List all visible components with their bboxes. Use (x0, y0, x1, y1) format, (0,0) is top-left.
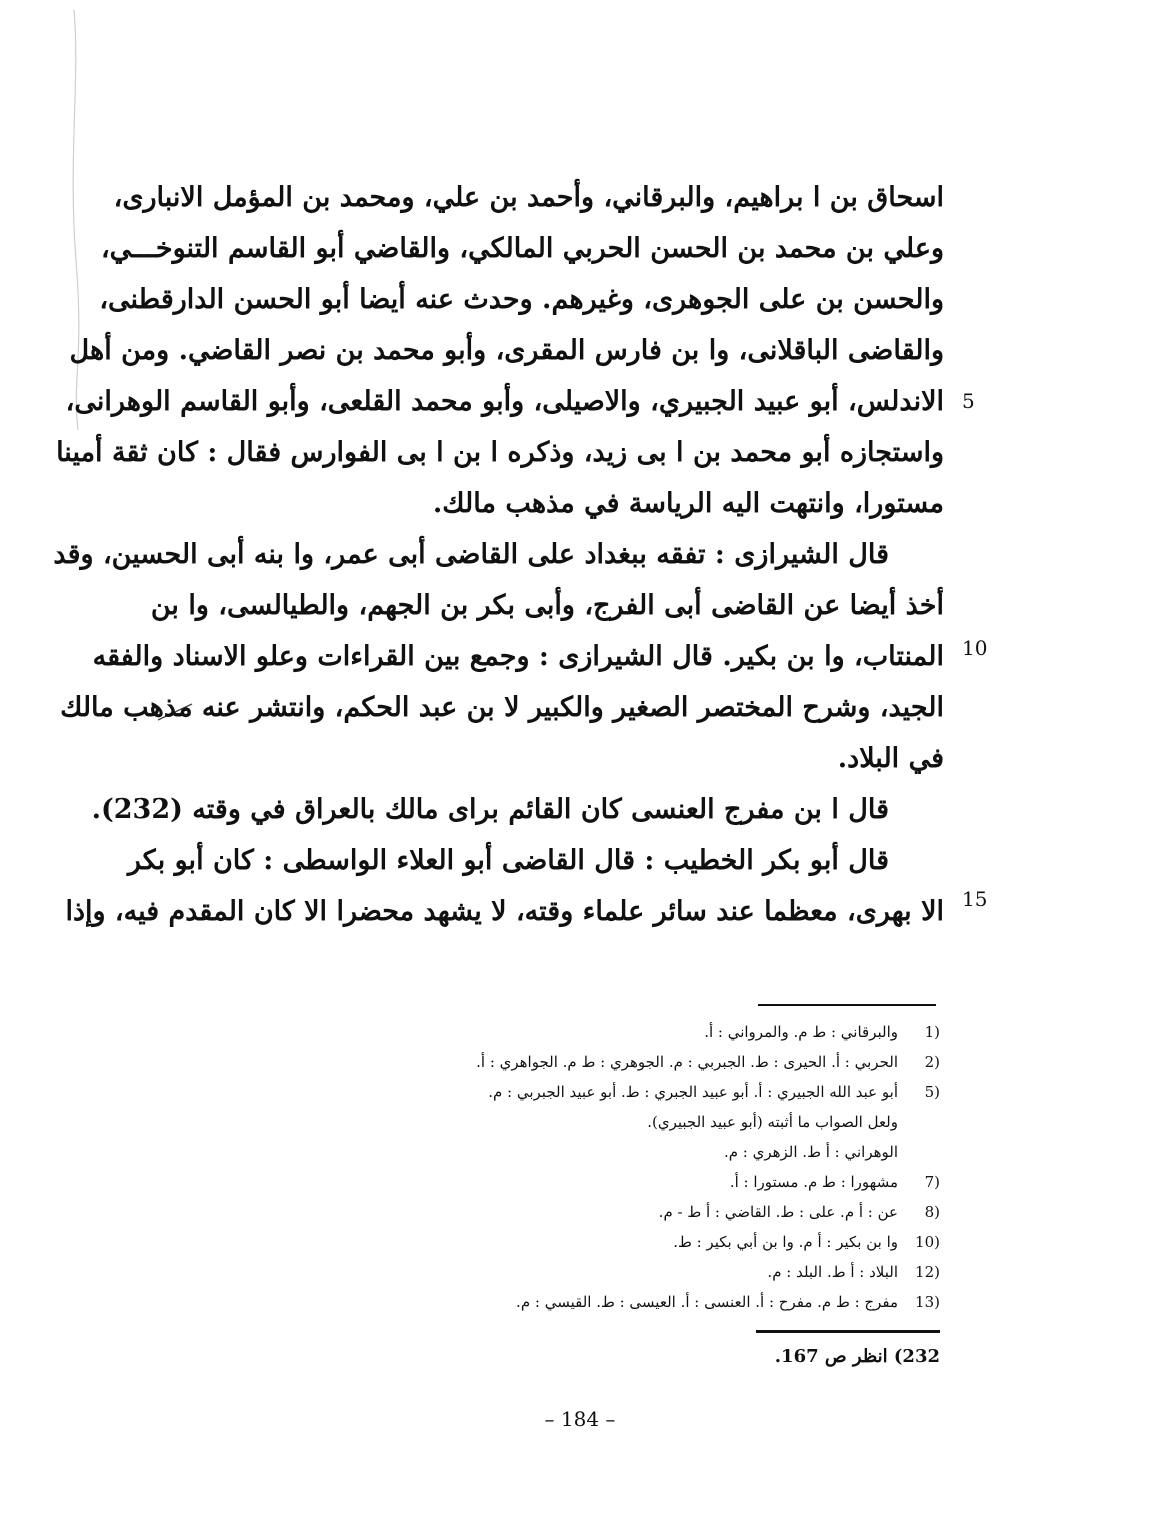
reference-note: 232) انظر ص 167. (774, 1346, 940, 1367)
footnote (440, 1047, 940, 1077)
footnote (440, 1197, 940, 1227)
text-line: اسحاق بن ا براهيم، والبرقاني، وأحمد بن علي، ومحمد بن المؤمل الانبارى، (113, 182, 944, 213)
text-line: الجيد، وشرح المختصر الصغير والكبير لا بن عبد الحكم، وانتشر عنه مذهب مالك (60, 692, 944, 723)
footnote-text: مفرج : ط م. مفرح : أ. العنسى : أ. العيسى : ط. القيسي : م. (516, 1293, 898, 1311)
footnote-number: 2) (924, 1053, 940, 1071)
footnote (440, 1287, 940, 1317)
footnotes (440, 1017, 940, 1317)
footnote-number: 10) (915, 1233, 940, 1251)
text-line: الاندلس، أبو عبيد الجبيري، والاصيلى، وأبو محمد القلعى، وأبو القاسم الوهرانى، (65, 386, 944, 417)
footnote-text: وا بن بكير : أ م. وا بن أبي بكير : ط. (673, 1233, 898, 1251)
text-line: قال ا بن مفرج العنسى كان القائم براى مالك بالعراق في وقته (232). (91, 794, 889, 825)
footnote-text: الحربي : أ. الحيرى : ط. الجبربي : م. الجوهري : ط م. الجواهري : أ. (476, 1053, 898, 1071)
line-number: 5 (962, 389, 975, 413)
text-line: والقاضى الباقلانى، وا بن فارس المقرى، وأبو محمد بن نصر القاضي. ومن أهل (69, 335, 944, 366)
footnote-text: أبو عبد الله الجبيري : أ. أبو عبيد الجبري : ط. أبو عبيد الجبربي : م. (488, 1083, 898, 1101)
text-line: أخذ أيضا عن القاضى أبى الفرج، وأبى بكر بن الجهم، والطيالسى، وا بن (150, 590, 944, 621)
footnote-number: 13) (915, 1293, 940, 1311)
text-line: قال أبو بكر الخطيب : قال القاضى أبو العلاء الواسطى : كان أبو بكر (127, 845, 889, 876)
footnote-text: البلاد : أ ط. البلد : م. (767, 1263, 898, 1281)
footnote (440, 1257, 940, 1287)
text-line: في البلاد. (837, 743, 944, 774)
text-line: المنتاب، وا بن بكير. قال الشيرازى : وجمع بين القراءات وعلو الاسناد والفقه (92, 641, 944, 672)
footnote-number: 7) (924, 1173, 940, 1191)
footnote-text: والبرقاني : ط م. والمرواني : أ. (704, 1023, 898, 1041)
text-line: قال الشيرازى : تفقه ببغداد على القاضى أبى عمر، وا بنه أبى الحسين، وقد (53, 539, 889, 570)
line-number: 10 (962, 636, 988, 660)
footnote (440, 1167, 940, 1197)
footnote-number: 12) (915, 1263, 940, 1281)
footnote-text: عن : أ م. على : ط. القاضي : أ ط - م. (658, 1203, 898, 1221)
footnote-text: الوهراني : أ ط. الزهري : م. (723, 1143, 898, 1161)
footnote-number: 8) (924, 1203, 940, 1221)
footnote-continuation (440, 1137, 940, 1167)
footnote (440, 1227, 940, 1257)
footnote (440, 1077, 940, 1107)
footnote-continuation (440, 1107, 940, 1137)
page-number: – 184 – (544, 1407, 616, 1431)
main-text (53, 172, 944, 937)
text-line: مستورا، وانتهت اليه الرياسة في مذهب مالك. (432, 488, 944, 519)
text-line: واستجازه أبو محمد بن ا بى زيد، وذكره ا بن ا بى الفوارس فقال : كان ثقة أمينا (56, 437, 944, 468)
footnote (440, 1017, 940, 1047)
line-number: 15 (962, 887, 988, 911)
text-line: وعلي بن محمد بن الحسن الحربي المالكي، والقاضي أبو القاسم التنوخـــي، (100, 233, 944, 264)
footnote-text: مشهورا : ط م. مستورا : أ. (729, 1173, 898, 1191)
footnote-text: ولعل الصواب ما أثبته (أبو عبيد الجبيري). (647, 1113, 898, 1131)
text-line: والحسن بن على الجوهرى، وغيرهم. وحدث عنه أيضا أبو الحسن الدارقطنى، (99, 284, 944, 315)
text-line: الا بهرى، معظما عند سائر علماء وقته، لا يشهد محضرا الا كان المقدم فيه، وإذا (65, 896, 944, 927)
footnote-number: 5) (924, 1083, 940, 1101)
reference-separator (756, 1330, 940, 1333)
footnote-separator (758, 1004, 936, 1006)
footnote-number: 1) (924, 1023, 940, 1041)
